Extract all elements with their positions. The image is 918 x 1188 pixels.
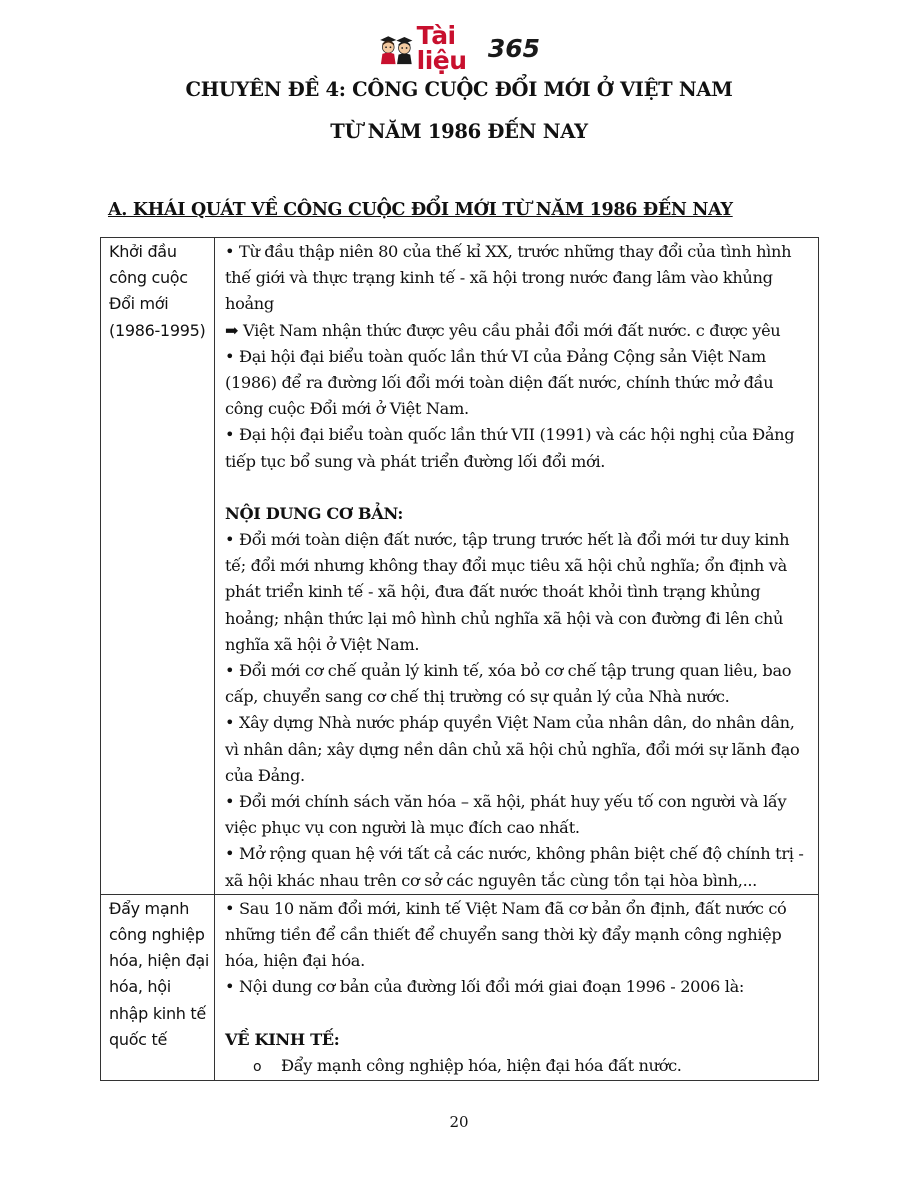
paragraph: • Đại hội đại biểu toàn quốc lần thứ VII (1991) và các hội nghị của Đảng tiếp tục bổ sung và phát triển đường lối đổi mới. bbox=[225, 425, 795, 471]
paragraph: ➡ Việt Nam nhận thức được yêu cầu phải đổi mới đất nước. c được yêu bbox=[225, 320, 781, 340]
circle-bullet: o bbox=[253, 1058, 262, 1075]
content-table bbox=[100, 237, 819, 1081]
document-title-line-1: CHUYÊN ĐỀ 4: CÔNG CUỘC ĐỔI MỚI Ở VIỆT NAM bbox=[185, 78, 733, 101]
paragraph: • Xây dựng Nhà nước pháp quyền Việt Nam của nhân dân, do nhân dân, vì nhân dân; xây dựng nền dân chủ xã hội chủ nghĩa, đổi mới sự lãnh đạo của Đảng. bbox=[225, 713, 800, 785]
document-title-line-2: TỪ NĂM 1986 ĐẾN NAY bbox=[330, 120, 588, 143]
content-subheading: NỘI DUNG CƠ BẢN: bbox=[225, 503, 403, 523]
content-subheading: VỀ KINH TẾ: bbox=[225, 1029, 340, 1049]
row-content bbox=[215, 238, 819, 895]
paragraph: • Từ đầu thập niên 80 của thế kỉ XX, trước những thay đổi của tình hình thế giới và thực trạng kinh tế - xã hội trong nước đang lâm vào khủng hoảng bbox=[225, 242, 792, 314]
paragraph: • Đổi mới toàn diện đất nước, tập trung trước hết là đổi mới tư duy kinh tế; đổi mới nhưng không thay đổi mục tiêu xã hội chủ nghĩa; ổn định và phát triển kinh tế - xã hội, đưa đất nước thoát khỏi tình trạng khủng hoảng; nhận thức lại mô hình chủ nghĩa xã hội và con đường đi lên chủ nghĩa xã hội ở Việt Nam. bbox=[225, 530, 790, 654]
paragraph: • Đổi mới chính sách văn hóa – xã hội, phát huy yếu tố con người và lấy việc phục vụ con người là mục đích cao nhất. bbox=[225, 792, 787, 838]
list-item bbox=[225, 1053, 812, 1080]
logo-text: Tài liệu bbox=[416, 21, 467, 75]
row-label: Đẩy mạnh công nghiệp hóa, hiện đại hóa, hội nhập kinh tế quốc tế bbox=[101, 894, 215, 1080]
row-content bbox=[215, 894, 819, 1080]
spacer bbox=[225, 1001, 812, 1027]
paragraph: • Nội dung cơ bản của đường lối đổi mới giai đoạn 1996 - 2006 là: bbox=[225, 977, 745, 997]
page-number: 20 bbox=[449, 1113, 469, 1131]
list-item-text: Đẩy mạnh công nghiệp hóa, hiện đại hóa đất nước. bbox=[281, 1055, 682, 1075]
logo bbox=[378, 21, 540, 75]
mascot-icon bbox=[378, 26, 415, 70]
paragraph: • Đại hội đại biểu toàn quốc lần thứ VI của Đảng Cộng sản Việt Nam (1986) để ra đường lối đổi mới toàn diện đất nước, chính thức mở đầu công cuộc Đổi mới ở Việt Nam. bbox=[225, 346, 774, 419]
paragraph: • Sau 10 năm đổi mới, kinh tế Việt Nam đã cơ bản ổn định, đất nước có những tiền để cần thiết để chuyển sang thời kỳ đẩy mạnh công nghiệp hóa, hiện đại hóa. bbox=[225, 898, 787, 971]
spacer bbox=[225, 475, 812, 501]
table-row bbox=[101, 238, 819, 895]
table-row bbox=[101, 894, 819, 1080]
paragraph: • Đổi mới cơ chế quản lý kinh tế, xóa bỏ cơ chế tập trung quan liêu, bao cấp, chuyển sang cơ chế thị trường có sự quản lý của Nhà nước. bbox=[225, 661, 792, 707]
logo-number: 365 bbox=[487, 33, 540, 63]
paragraph: • Mở rộng quan hệ với tất cả các nước, không phân biệt chế độ chính trị - xã hội khác nhau trên cơ sở các nguyên tắc cùng tồn tại hòa bình,... bbox=[225, 844, 804, 890]
section-heading: A. KHÁI QUÁT VỀ CÔNG CUỘC ĐỔI MỚI TỪ NĂM 1986 ĐẾN NAY bbox=[108, 200, 733, 220]
row-label: Khởi đầu công cuộc Đổi mới (1986-1995) bbox=[101, 238, 215, 895]
